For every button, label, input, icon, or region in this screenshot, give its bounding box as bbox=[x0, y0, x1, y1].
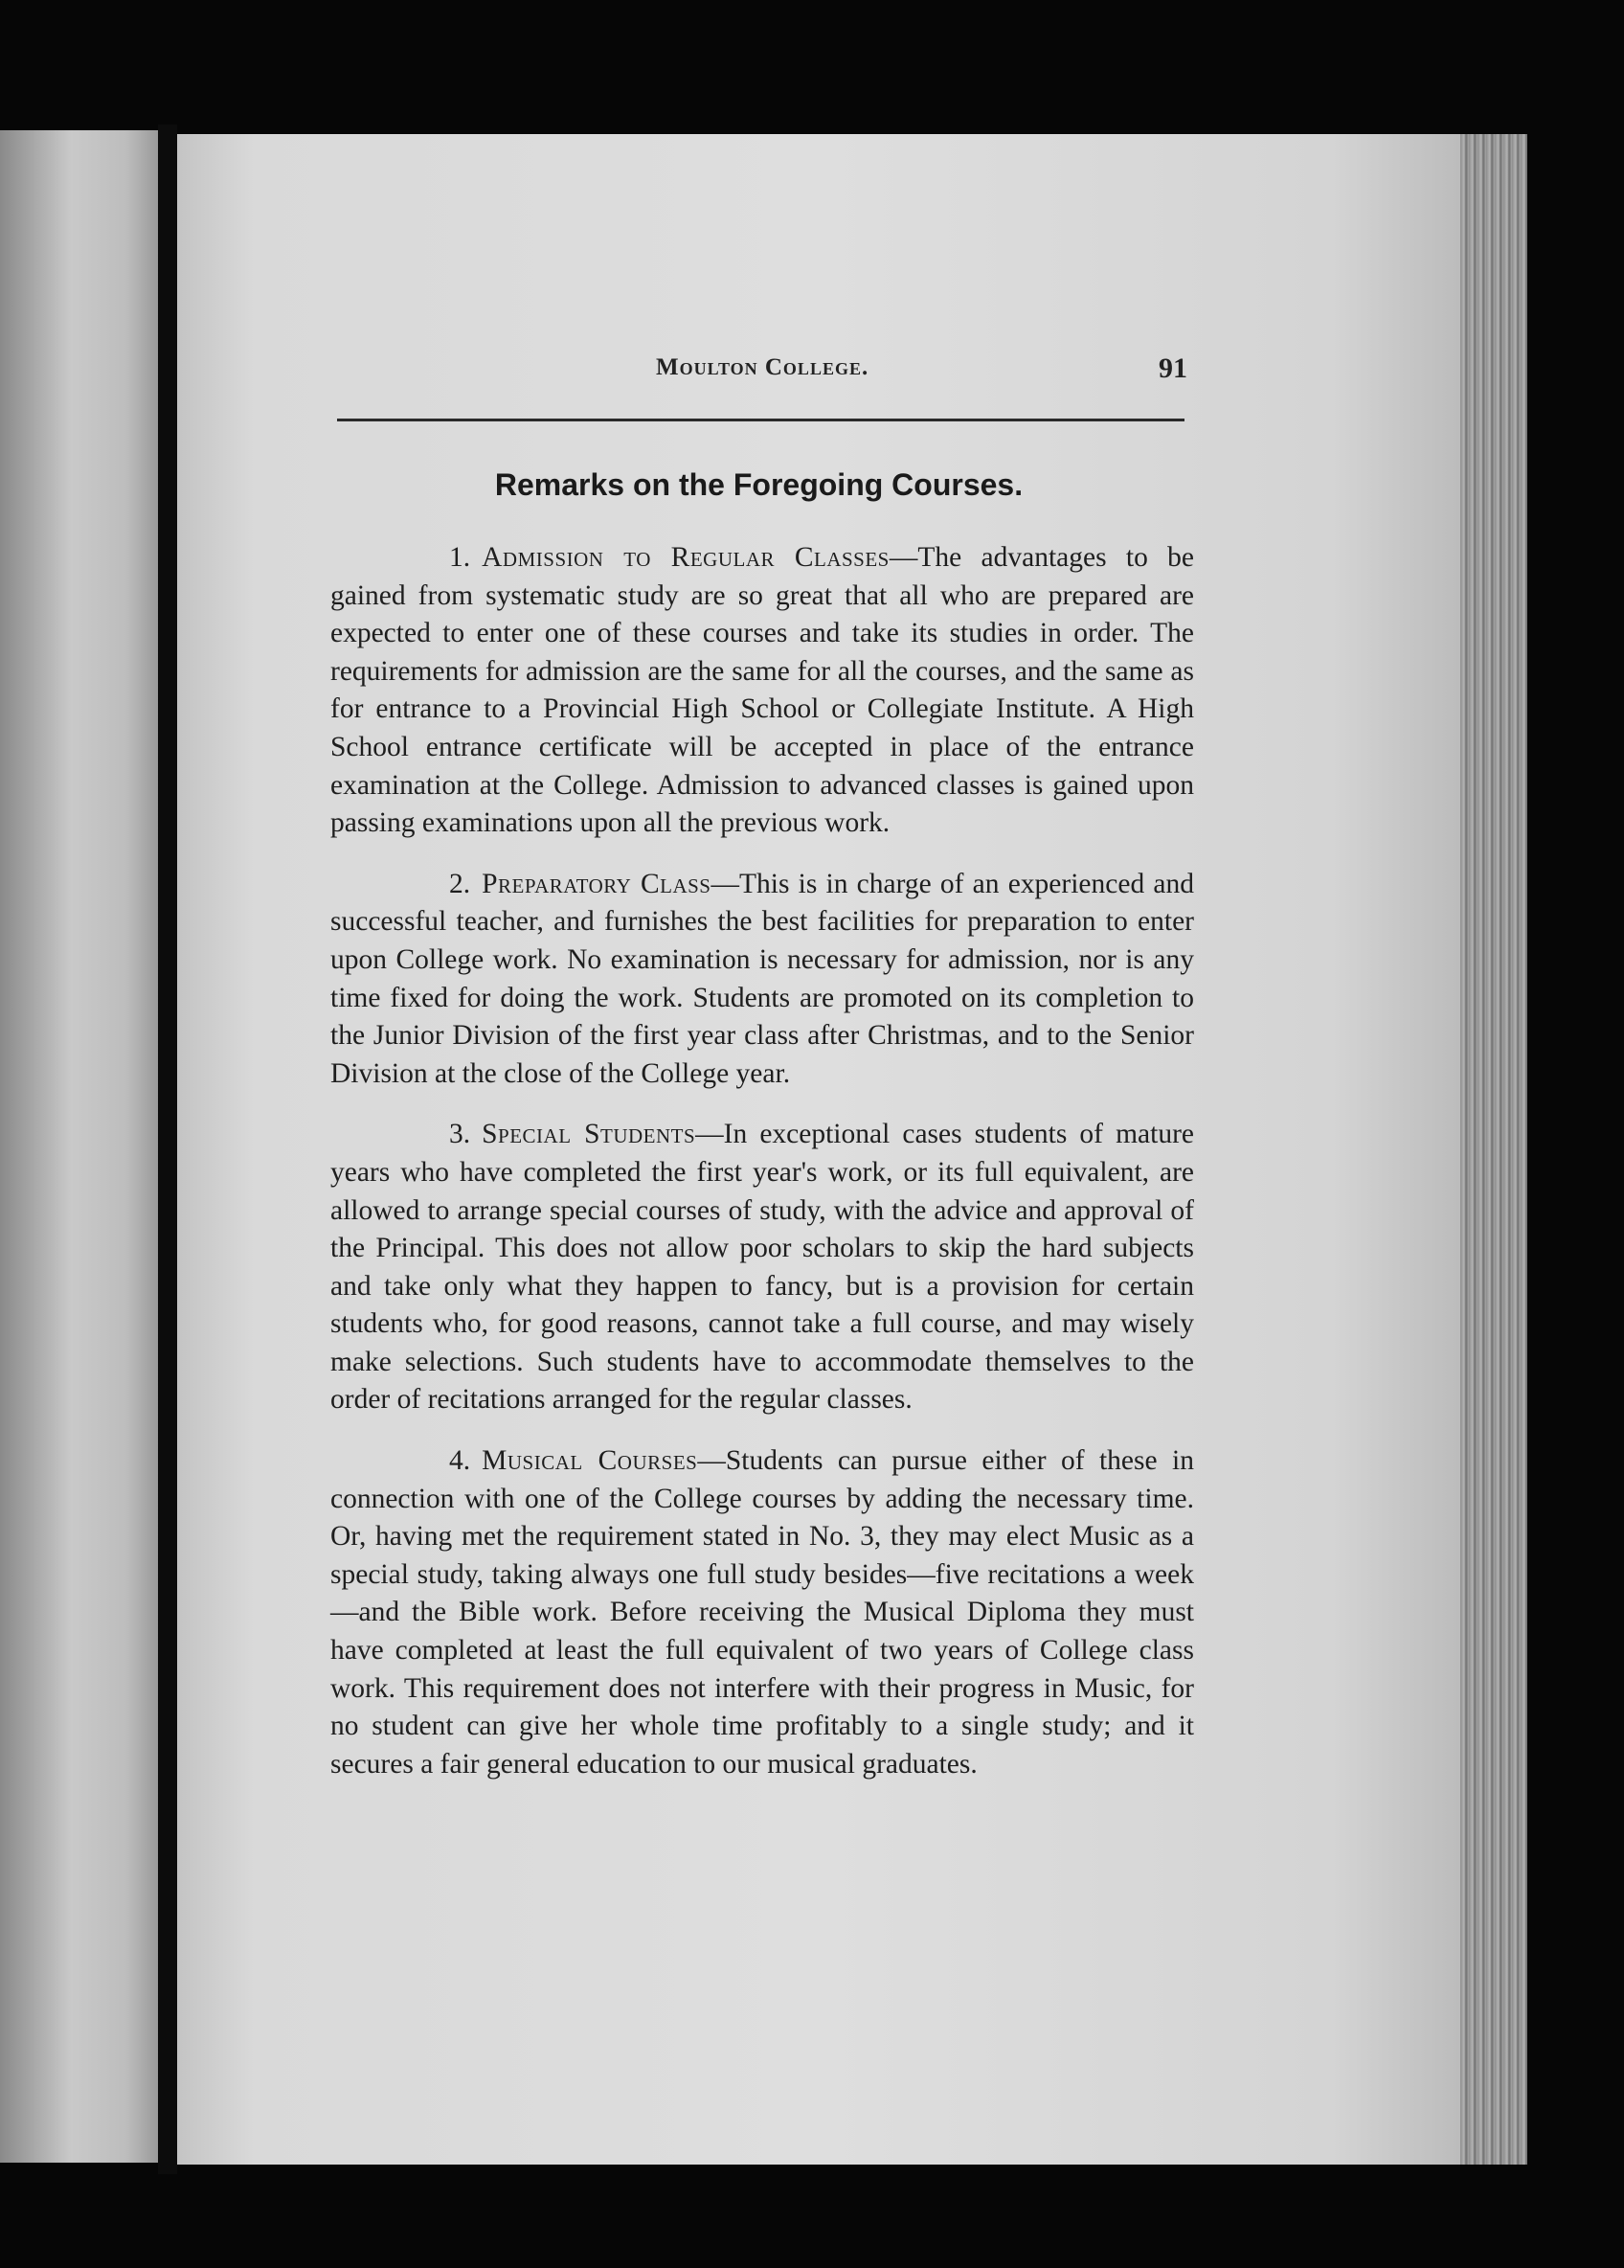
paragraph-musical-courses bbox=[330, 1442, 1194, 1783]
paragraph-text: —In exceptional cases students of mature years who have completed the first year's work, or its full equivalent, are allowed to arrange special courses of study, with the advice and approval of the Principal. This does not allow poor scholars to skip the hard subjects and take only what they happen to fancy, but is a provision for certain students who, for good reasons, cannot take a full course, and may wisely make selections. Such students have to accommodate themselves to the order of recitations arranged for the regular classes. bbox=[330, 1119, 1194, 1416]
running-header bbox=[330, 354, 1187, 402]
facing-page-edge bbox=[0, 130, 158, 2163]
paragraph-heading: Admission to Regular Classes bbox=[482, 542, 890, 573]
paragraph-text: —The advantages to be gained from systematic study are so great that all who are prepared are expected to enter one of these courses and take its studies in order. The requirements for admission are the same for all the courses, and the same as for entrance to a Provincial High School or Collegiate Institute. A High School entrance certificate will be accepted in place of the entrance examination at the College. Admission to advanced classes is gained upon passing examinations upon all the previous work. bbox=[330, 542, 1194, 839]
paragraph-text: —Students can pursue either of these in connection with one of the College courses by adding the necessary time. Or, having met the requirement stated in No. 3, they may elect Music as a special study, taking always one full study besides—five recitations a week—and the Bible work. Before receiving the Musical Diploma they must have completed at least the full equivalent of two years of College class work. This requirement does not interfere with their progress in Music, for no student can give her whole time profitably to a single study; and it secures a fair general education to our musical graduates. bbox=[330, 1445, 1194, 1780]
paragraph-number: 4. bbox=[449, 1445, 471, 1477]
section-title: Remarks on the Foregoing Courses. bbox=[494, 467, 1024, 502]
page-number: 91 bbox=[1159, 352, 1187, 384]
paragraph-heading: Preparatory Class bbox=[482, 868, 711, 899]
paragraph-special-students bbox=[330, 1116, 1194, 1419]
body-text bbox=[330, 539, 1194, 1806]
paragraph-number: 1. bbox=[449, 542, 471, 573]
page-stack-edge bbox=[1460, 134, 1527, 2165]
paragraph-preparatory bbox=[330, 866, 1194, 1094]
running-title: Moulton College. bbox=[656, 354, 869, 380]
book-gutter bbox=[158, 125, 177, 2174]
header-rule bbox=[337, 419, 1184, 421]
paragraph-admission bbox=[330, 539, 1194, 843]
paragraph-heading: Musical Courses bbox=[482, 1445, 698, 1477]
paragraph-heading: Special Students bbox=[482, 1119, 696, 1150]
paragraph-number: 2. bbox=[449, 868, 471, 899]
paragraph-number: 3. bbox=[449, 1119, 471, 1150]
paragraph-text: —This is in charge of an experienced and successful teacher, and furnishes the best facilities for preparation to enter upon College work. No examination is necessary for admission, nor is any time fixed for doing the work. Students are promoted on its completion to the Junior Division of the first year class after Christmas, and to the Senior Division at the close of the College year. bbox=[330, 868, 1194, 1089]
